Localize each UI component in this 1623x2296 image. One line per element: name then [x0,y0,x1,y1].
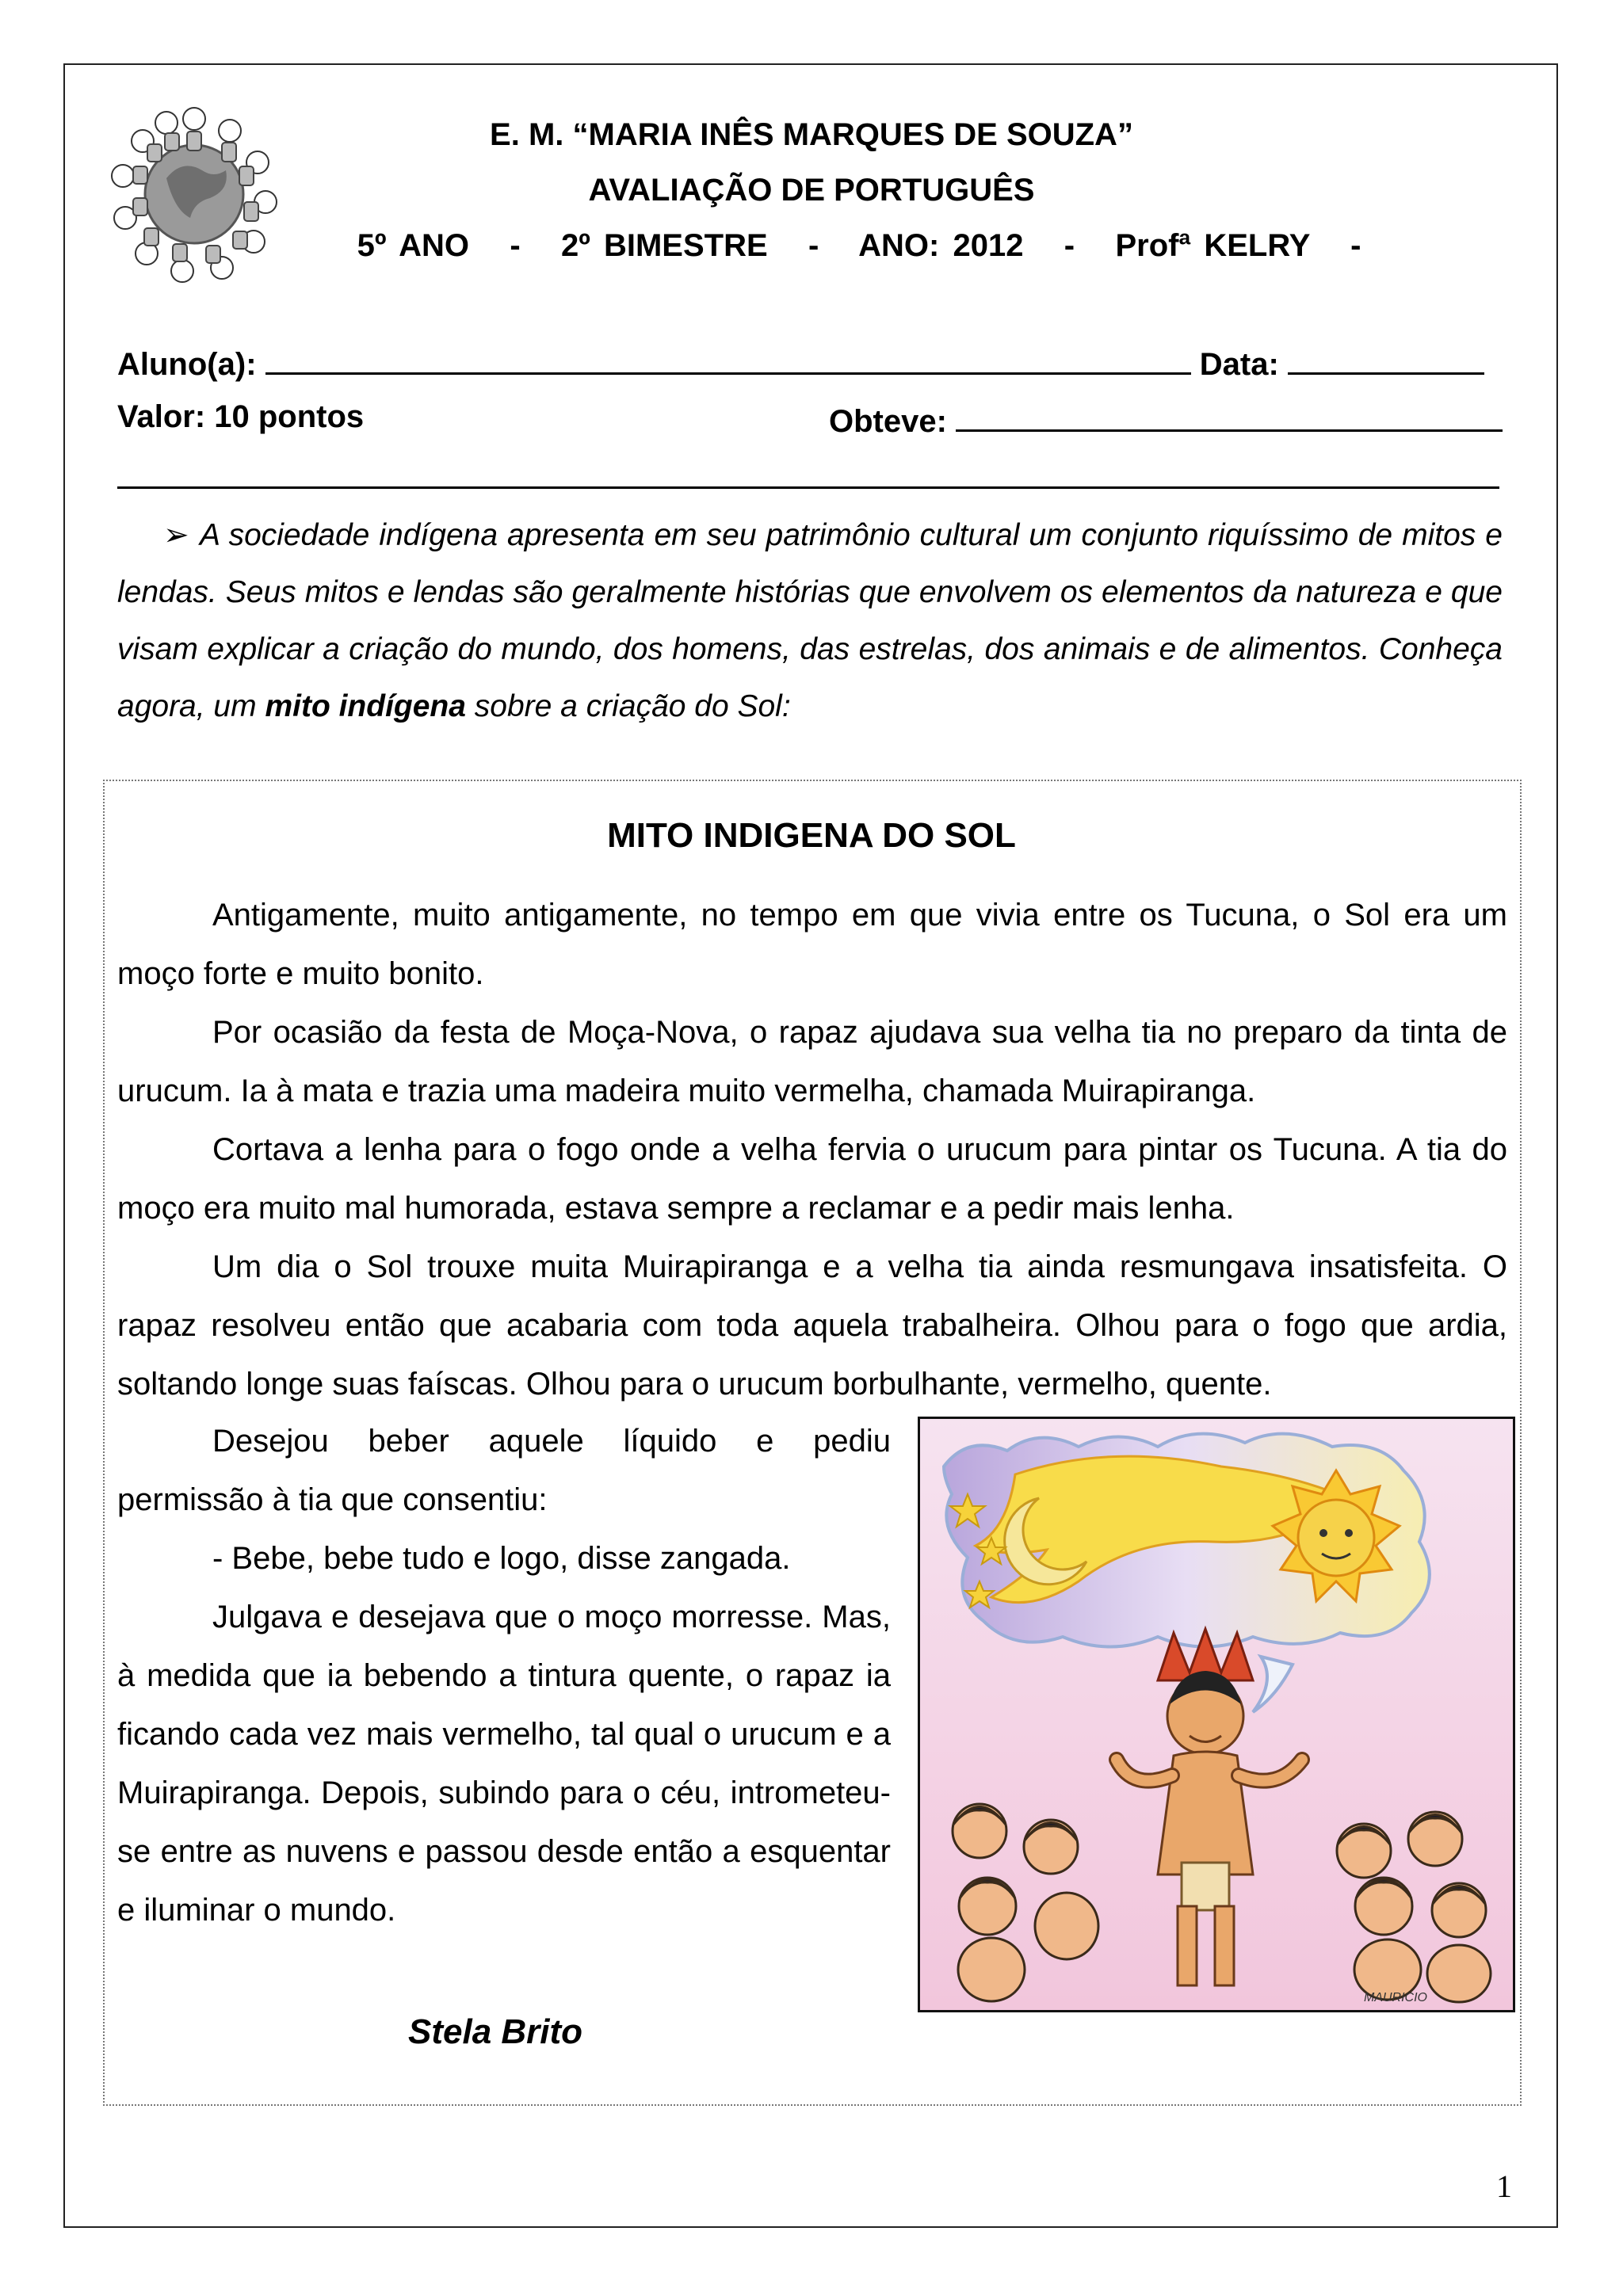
exam-details: 5º ANO - 2º BIMESTRE - ANO: 2012 - Profª KELRY - [357,228,1361,263]
story-paragraph: Cortava a lenha para o fogo onde a velha fervia o urucum para pintar os Tucuna. A tia do moço era muito mal humorada, estava sempre a reclamar e a pedir mais lenha. [117,1132,1507,1226]
story-paragraph: Julgava e desejava que o moço morresse. Mas, à medida que ia bebendo a tintura quente, o rapaz ia ficando cada vez mais vermelho, tal qual o urucum e a Muirapiranga. Depois, subindo para o céu, intrometeu-se entre as nuvens e passou desde então a esquentar e iluminar o mundo. [117,1600,891,1928]
separator-line [117,486,1499,489]
value-label: Valor: 10 pontos [117,399,365,434]
intro-paragraph: ➢ A sociedade indígena apresenta em seu patrimônio cultural um conjunto riquíssimo de mitos e lendas. Seus mitos e lendas são geralmente histórias que envolvem os elementos da natureza e que visam explicar a criação do mundo, dos homens, das estrelas, dos animais e de alimentos. Conheça agora, um mito indígena sobre a criação do Sol: [117,507,1503,735]
date-label: Data: [1199,347,1279,382]
obtained-field[interactable] [829,399,1503,440]
story-text [117,886,1507,1413]
student-name-field[interactable] [117,342,1484,383]
obtained-line[interactable] [956,399,1503,432]
story-illustration [918,1417,1515,2012]
school-name: E. M. “MARIA INÊS MARQUES DE SOUZA” [490,117,1133,152]
story-paragraph: - Bebe, bebe tudo e logo, disse zangada. [212,1541,791,1576]
story-text-continued [117,1412,891,1939]
student-label: Aluno(a): [117,347,257,382]
obtained-label: Obteve: [829,404,947,439]
student-name-line[interactable] [265,342,1191,375]
illustration-signature: MAURICIO [1364,1991,1427,2004]
page-number: 1 [1496,2168,1512,2204]
illustration-art [920,1419,1513,2010]
exam-title: AVALIAÇÃO DE PORTUGUÊS [588,173,1035,208]
story-title: MITO INDIGENA DO SOL [607,816,1016,855]
story-author: Stela Brito [408,2012,583,2051]
story-paragraph: Por ocasião da festa de Moça-Nova, o rapaz ajudava sua velha tia no preparo da tinta de urucum. Ia à mata e trazia uma madeira muito vermelha, chamada Muirapiranga. [117,1015,1507,1108]
story-paragraph: Um dia o Sol trouxe muita Muirapiranga e a velha tia ainda resmungava insatisfeita. O rapaz resolveu então que acabaria com toda aquela trabalheira. Olhou para o fogo que ardia, soltando longe suas faíscas. Olhou para o urucum borbulhante, vermelho, quente. [117,1249,1507,1402]
arrow-bullet-icon: ➢ [163,518,189,552]
intro-bold-term: mito indígena [265,689,466,723]
date-line[interactable] [1288,342,1484,375]
story-paragraph: Antigamente, muito antigamente, no tempo em que vivia entre os Tucuna, o Sol era um moço forte e muito bonito. [117,898,1507,991]
story-paragraph: Desejou beber aquele líquido e pediu permissão à tia que consentiu: [117,1424,891,1517]
